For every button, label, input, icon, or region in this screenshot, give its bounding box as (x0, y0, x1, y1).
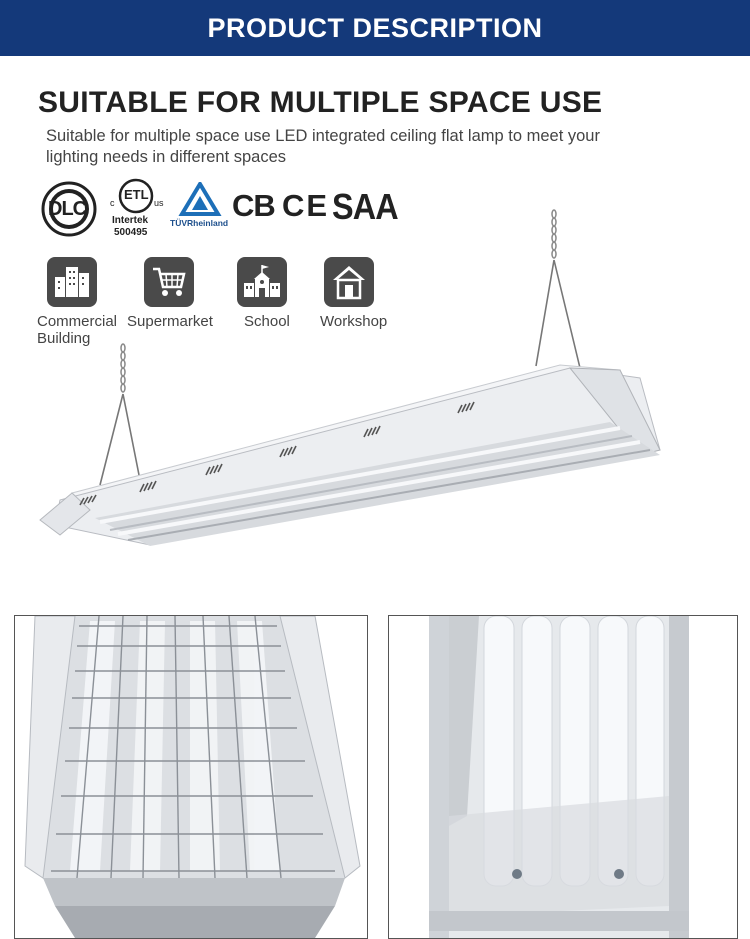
application-label-school: School (244, 313, 290, 330)
tuv-text: TÜVRheinland (170, 218, 229, 228)
detail-photo-grid-diffuser (14, 615, 368, 939)
cb-logo: CB (232, 188, 275, 223)
section-headline: SUITABLE FOR MULTIPLE SPACE USE (38, 86, 603, 119)
dlc-text: DLC (48, 198, 87, 220)
etl-us: us (154, 198, 164, 208)
etl-c: c (110, 198, 115, 208)
etl-number: 500495 (114, 227, 148, 238)
etl-mark: ETL (124, 187, 149, 202)
product-image-linear-lamp (0, 200, 750, 580)
etl-intertek: Intertek (112, 215, 149, 226)
ce-logo: CE (282, 188, 330, 223)
saa-logo: SAA (332, 186, 398, 227)
detail-photo-tubes (388, 615, 738, 939)
section-description: Suitable for multiple space use LED integrated ceiling flat lamp to meet your lighting needs in different spaces (46, 127, 600, 166)
banner-title: PRODUCT DESCRIPTION (207, 12, 543, 43)
header-banner (0, 0, 750, 56)
application-label-supermarket: Supermarket (127, 313, 213, 330)
application-label-workshop: Workshop (320, 313, 388, 330)
application-label-commercial: Commercial Building (37, 313, 118, 347)
